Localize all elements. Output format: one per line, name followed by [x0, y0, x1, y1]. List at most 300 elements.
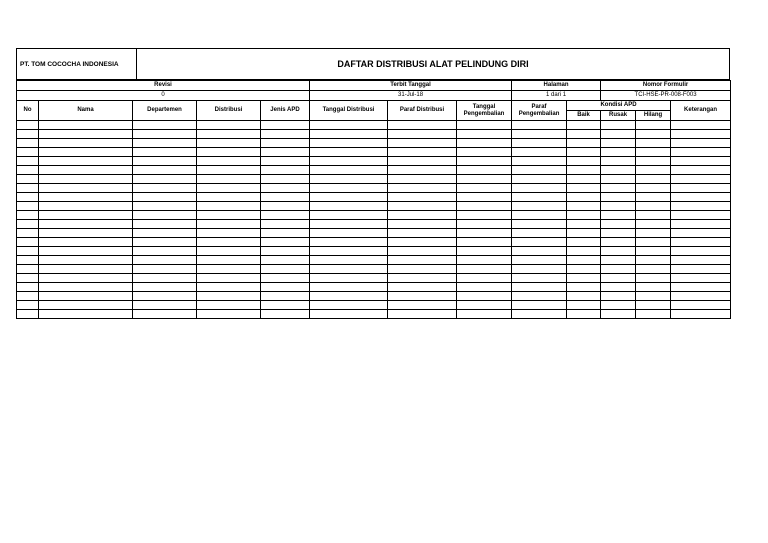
table-cell[interactable]: [567, 211, 601, 220]
table-cell[interactable]: [17, 292, 39, 301]
table-cell[interactable]: [601, 139, 636, 148]
table-cell[interactable]: [601, 202, 636, 211]
table-cell[interactable]: [133, 220, 197, 229]
table-cell[interactable]: [388, 184, 457, 193]
table-cell[interactable]: [261, 310, 310, 319]
table-cell[interactable]: [567, 247, 601, 256]
table-cell[interactable]: [457, 121, 512, 130]
table-cell[interactable]: [636, 229, 671, 238]
table-cell[interactable]: [261, 166, 310, 175]
table-cell[interactable]: [133, 121, 197, 130]
table-cell[interactable]: [601, 184, 636, 193]
table-cell[interactable]: [310, 247, 388, 256]
table-cell[interactable]: [601, 301, 636, 310]
table-cell[interactable]: [388, 283, 457, 292]
table-cell[interactable]: [636, 130, 671, 139]
table-cell[interactable]: [197, 229, 261, 238]
table-cell[interactable]: [567, 238, 601, 247]
table-cell[interactable]: [388, 301, 457, 310]
table-cell[interactable]: [567, 121, 601, 130]
table-cell[interactable]: [636, 301, 671, 310]
table-cell[interactable]: [197, 310, 261, 319]
table-cell[interactable]: [261, 157, 310, 166]
form-sheet: [16, 48, 730, 319]
table-cell[interactable]: [17, 283, 39, 292]
table-cell[interactable]: [601, 121, 636, 130]
table-cell[interactable]: [636, 247, 671, 256]
table-cell[interactable]: [512, 130, 567, 139]
table-cell[interactable]: [512, 148, 567, 157]
table-cell[interactable]: [388, 202, 457, 211]
table-cell[interactable]: [601, 130, 636, 139]
table-cell[interactable]: [636, 238, 671, 247]
table-cell[interactable]: [197, 139, 261, 148]
table-cell[interactable]: [512, 211, 567, 220]
table-cell[interactable]: [310, 256, 388, 265]
table-cell[interactable]: [567, 130, 601, 139]
table-cell[interactable]: [512, 166, 567, 175]
table-cell[interactable]: [567, 193, 601, 202]
table-cell[interactable]: [310, 274, 388, 283]
table-cell[interactable]: [567, 139, 601, 148]
table-cell[interactable]: [512, 229, 567, 238]
table-cell[interactable]: [512, 292, 567, 301]
table-cell[interactable]: [261, 283, 310, 292]
table-cell[interactable]: [197, 256, 261, 265]
table-cell[interactable]: [457, 130, 512, 139]
table-cell[interactable]: [17, 238, 39, 247]
table-cell[interactable]: [567, 229, 601, 238]
table-cell[interactable]: [671, 211, 731, 220]
table-cell[interactable]: [567, 157, 601, 166]
table-cell[interactable]: [388, 220, 457, 229]
table-cell[interactable]: [17, 274, 39, 283]
table-cell[interactable]: [261, 175, 310, 184]
table-cell[interactable]: [133, 193, 197, 202]
table-cell[interactable]: [457, 139, 512, 148]
table-cell[interactable]: [388, 121, 457, 130]
table-cell[interactable]: [457, 292, 512, 301]
table-cell[interactable]: [197, 292, 261, 301]
table-cell[interactable]: [133, 256, 197, 265]
table-cell[interactable]: [636, 310, 671, 319]
table-cell[interactable]: [17, 139, 39, 148]
table-cell[interactable]: [512, 175, 567, 184]
table-cell[interactable]: [388, 229, 457, 238]
table-cell[interactable]: [388, 211, 457, 220]
table-cell[interactable]: [457, 238, 512, 247]
table-cell[interactable]: [671, 166, 731, 175]
table-cell[interactable]: [197, 247, 261, 256]
table-cell[interactable]: [457, 247, 512, 256]
table-cell[interactable]: [261, 148, 310, 157]
table-cell[interactable]: [567, 202, 601, 211]
table-cell[interactable]: [636, 157, 671, 166]
table-cell[interactable]: [197, 283, 261, 292]
table-cell[interactable]: [636, 211, 671, 220]
table-cell[interactable]: [636, 184, 671, 193]
table-cell[interactable]: [567, 301, 601, 310]
table-cell[interactable]: [457, 157, 512, 166]
table-cell[interactable]: [197, 265, 261, 274]
table-cell[interactable]: [197, 301, 261, 310]
table-cell[interactable]: [567, 256, 601, 265]
table-cell[interactable]: [261, 238, 310, 247]
table-cell[interactable]: [39, 193, 133, 202]
table-cell[interactable]: [512, 256, 567, 265]
table-cell[interactable]: [512, 265, 567, 274]
table-cell[interactable]: [17, 247, 39, 256]
table-cell[interactable]: [133, 157, 197, 166]
table-cell[interactable]: [133, 310, 197, 319]
table-cell[interactable]: [457, 283, 512, 292]
table-cell[interactable]: [567, 175, 601, 184]
table-cell[interactable]: [310, 202, 388, 211]
table-cell[interactable]: [567, 184, 601, 193]
table-cell[interactable]: [671, 175, 731, 184]
table-cell[interactable]: [601, 238, 636, 247]
table-cell[interactable]: [39, 202, 133, 211]
table-cell[interactable]: [457, 166, 512, 175]
table-cell[interactable]: [671, 238, 731, 247]
table-cell[interactable]: [261, 139, 310, 148]
table-cell[interactable]: [197, 130, 261, 139]
table-cell[interactable]: [197, 148, 261, 157]
table-cell[interactable]: [39, 211, 133, 220]
table-cell[interactable]: [636, 148, 671, 157]
table-cell[interactable]: [39, 184, 133, 193]
table-cell[interactable]: [457, 265, 512, 274]
table-cell[interactable]: [601, 157, 636, 166]
table-cell[interactable]: [133, 247, 197, 256]
table-cell[interactable]: [636, 292, 671, 301]
table-cell[interactable]: [133, 238, 197, 247]
table-cell[interactable]: [457, 256, 512, 265]
table-cell[interactable]: [512, 220, 567, 229]
table-cell[interactable]: [601, 283, 636, 292]
table-cell[interactable]: [133, 283, 197, 292]
table-cell[interactable]: [388, 292, 457, 301]
table-cell[interactable]: [512, 184, 567, 193]
table-cell[interactable]: [671, 274, 731, 283]
table-cell[interactable]: [601, 310, 636, 319]
table-cell[interactable]: [601, 256, 636, 265]
table-cell[interactable]: [17, 157, 39, 166]
table-cell[interactable]: [310, 229, 388, 238]
table-cell[interactable]: [133, 202, 197, 211]
table-cell[interactable]: [39, 283, 133, 292]
table-cell[interactable]: [39, 265, 133, 274]
table-cell[interactable]: [601, 193, 636, 202]
table-cell[interactable]: [197, 274, 261, 283]
table-cell[interactable]: [671, 265, 731, 274]
table-cell[interactable]: [457, 310, 512, 319]
table-cell[interactable]: [512, 202, 567, 211]
table-cell[interactable]: [512, 301, 567, 310]
table-cell[interactable]: [388, 148, 457, 157]
table-cell[interactable]: [601, 229, 636, 238]
table-cell[interactable]: [17, 166, 39, 175]
table-cell[interactable]: [261, 193, 310, 202]
table-cell[interactable]: [310, 193, 388, 202]
table-cell[interactable]: [39, 256, 133, 265]
table-cell[interactable]: [310, 121, 388, 130]
table-cell[interactable]: [601, 175, 636, 184]
table-cell[interactable]: [17, 202, 39, 211]
table-cell[interactable]: [512, 310, 567, 319]
table-cell[interactable]: [261, 220, 310, 229]
company-name: PT. TOM COCOCHA INDONESIA: [17, 49, 137, 79]
table-cell[interactable]: [388, 166, 457, 175]
table-cell[interactable]: [671, 139, 731, 148]
table-cell[interactable]: [601, 220, 636, 229]
table-cell[interactable]: [133, 175, 197, 184]
table-cell[interactable]: [636, 121, 671, 130]
table-cell[interactable]: [388, 274, 457, 283]
table-cell[interactable]: [261, 256, 310, 265]
table-cell[interactable]: [636, 202, 671, 211]
table-cell[interactable]: [512, 238, 567, 247]
table-cell[interactable]: [197, 202, 261, 211]
table-cell[interactable]: [671, 121, 731, 130]
table-cell[interactable]: [457, 274, 512, 283]
table-cell[interactable]: [512, 274, 567, 283]
table-cell[interactable]: [636, 193, 671, 202]
table-cell[interactable]: [197, 175, 261, 184]
table-cell[interactable]: [310, 157, 388, 166]
table-cell[interactable]: [17, 301, 39, 310]
table-cell[interactable]: [512, 247, 567, 256]
table-cell[interactable]: [636, 220, 671, 229]
table-cell[interactable]: [261, 247, 310, 256]
table-cell[interactable]: [197, 166, 261, 175]
table-row: [17, 310, 731, 319]
table-cell[interactable]: [601, 265, 636, 274]
table-cell[interactable]: [261, 211, 310, 220]
table-cell[interactable]: [261, 202, 310, 211]
table-cell[interactable]: [671, 193, 731, 202]
table-cell[interactable]: [17, 193, 39, 202]
table-cell[interactable]: [671, 292, 731, 301]
col-kondisi-apd: Kondisi APD: [567, 101, 671, 111]
table-cell[interactable]: [388, 310, 457, 319]
table-cell[interactable]: [457, 301, 512, 310]
table-cell[interactable]: [261, 121, 310, 130]
table-cell[interactable]: [133, 148, 197, 157]
table-cell[interactable]: [39, 310, 133, 319]
table-cell[interactable]: [457, 229, 512, 238]
table-cell[interactable]: [671, 220, 731, 229]
table-cell[interactable]: [671, 310, 731, 319]
table-cell[interactable]: [197, 193, 261, 202]
table-cell[interactable]: [457, 184, 512, 193]
table-cell[interactable]: [671, 148, 731, 157]
table-cell[interactable]: [133, 292, 197, 301]
table-cell[interactable]: [17, 256, 39, 265]
table-cell[interactable]: [133, 265, 197, 274]
table-cell[interactable]: [39, 292, 133, 301]
table-cell[interactable]: [133, 301, 197, 310]
table-cell[interactable]: [17, 130, 39, 139]
table-cell[interactable]: [671, 247, 731, 256]
table-cell[interactable]: [567, 148, 601, 157]
table-cell[interactable]: [133, 139, 197, 148]
table-cell[interactable]: [39, 166, 133, 175]
table-cell[interactable]: [17, 310, 39, 319]
table-cell[interactable]: [39, 229, 133, 238]
table-cell[interactable]: [310, 265, 388, 274]
table-cell[interactable]: [457, 211, 512, 220]
col-departemen: Departemen: [133, 101, 197, 121]
table-cell[interactable]: [197, 121, 261, 130]
table-cell[interactable]: [671, 229, 731, 238]
table-cell[interactable]: [39, 130, 133, 139]
table-cell[interactable]: [567, 310, 601, 319]
table-cell[interactable]: [133, 274, 197, 283]
table-cell[interactable]: [601, 274, 636, 283]
table-cell[interactable]: [512, 283, 567, 292]
table-cell[interactable]: [388, 193, 457, 202]
table-cell[interactable]: [133, 184, 197, 193]
table-cell[interactable]: [601, 211, 636, 220]
table-cell[interactable]: [39, 148, 133, 157]
table-cell[interactable]: [388, 238, 457, 247]
table-cell[interactable]: [17, 121, 39, 130]
table-cell[interactable]: [39, 175, 133, 184]
table-cell[interactable]: [310, 130, 388, 139]
table-cell[interactable]: [17, 175, 39, 184]
table-cell[interactable]: [39, 157, 133, 166]
table-cell[interactable]: [261, 301, 310, 310]
table-cell[interactable]: [133, 166, 197, 175]
table-cell[interactable]: [457, 220, 512, 229]
table-cell[interactable]: [671, 202, 731, 211]
table-cell[interactable]: [671, 130, 731, 139]
table-cell[interactable]: [601, 292, 636, 301]
table-cell[interactable]: [601, 247, 636, 256]
table-cell[interactable]: [261, 265, 310, 274]
table-cell[interactable]: [17, 265, 39, 274]
table-row: [17, 256, 731, 265]
table-cell[interactable]: [197, 238, 261, 247]
table-cell[interactable]: [512, 193, 567, 202]
table-cell[interactable]: [17, 211, 39, 220]
table-cell[interactable]: [261, 274, 310, 283]
table-cell[interactable]: [457, 202, 512, 211]
table-cell[interactable]: [388, 265, 457, 274]
table-cell[interactable]: [567, 265, 601, 274]
table-cell[interactable]: [310, 184, 388, 193]
table-cell[interactable]: [310, 211, 388, 220]
form-title: DAFTAR DISTRIBUSI ALAT PELINDUNG DIRI: [337, 59, 529, 69]
table-cell[interactable]: [197, 157, 261, 166]
table-cell[interactable]: [636, 265, 671, 274]
table-cell[interactable]: [261, 229, 310, 238]
table-row: [17, 184, 731, 193]
table-cell[interactable]: [17, 148, 39, 157]
col-tanggal-distribusi: Tanggal Distribusi: [310, 101, 388, 121]
table-cell[interactable]: [457, 148, 512, 157]
table-cell[interactable]: [310, 292, 388, 301]
table-cell[interactable]: [39, 274, 133, 283]
table-cell[interactable]: [512, 139, 567, 148]
table-cell[interactable]: [261, 292, 310, 301]
table-cell[interactable]: [388, 139, 457, 148]
table-cell[interactable]: [457, 175, 512, 184]
table-cell[interactable]: [512, 157, 567, 166]
table-cell[interactable]: [39, 220, 133, 229]
table-cell[interactable]: [197, 211, 261, 220]
table-cell[interactable]: [17, 229, 39, 238]
table-cell[interactable]: [636, 166, 671, 175]
table-row: [17, 274, 731, 283]
table-cell[interactable]: [388, 130, 457, 139]
form-header: [16, 48, 730, 80]
table-cell[interactable]: [310, 283, 388, 292]
table-cell[interactable]: [17, 220, 39, 229]
table-cell[interactable]: [671, 157, 731, 166]
table-cell[interactable]: [310, 139, 388, 148]
table-cell[interactable]: [512, 121, 567, 130]
table-cell[interactable]: [310, 301, 388, 310]
table-cell[interactable]: [310, 220, 388, 229]
table-cell[interactable]: [133, 229, 197, 238]
table-cell[interactable]: [39, 247, 133, 256]
table-cell[interactable]: [636, 139, 671, 148]
table-cell[interactable]: [310, 310, 388, 319]
table-cell[interactable]: [671, 283, 731, 292]
table-cell[interactable]: [671, 184, 731, 193]
table-cell[interactable]: [39, 238, 133, 247]
table-cell[interactable]: [310, 238, 388, 247]
table-cell[interactable]: [567, 166, 601, 175]
table-cell[interactable]: [39, 139, 133, 148]
table-cell[interactable]: [197, 220, 261, 229]
table-cell[interactable]: [133, 211, 197, 220]
table-cell[interactable]: [17, 184, 39, 193]
table-cell[interactable]: [310, 148, 388, 157]
table-cell[interactable]: [567, 274, 601, 283]
table-cell[interactable]: [671, 301, 731, 310]
table-cell[interactable]: [636, 274, 671, 283]
table-cell[interactable]: [567, 292, 601, 301]
table-cell[interactable]: [567, 220, 601, 229]
table-row: [17, 301, 731, 310]
table-cell[interactable]: [197, 184, 261, 193]
table-cell[interactable]: [388, 247, 457, 256]
table-cell[interactable]: [133, 130, 197, 139]
table-cell[interactable]: [310, 166, 388, 175]
table-cell[interactable]: [310, 175, 388, 184]
table-cell[interactable]: [388, 157, 457, 166]
table-cell[interactable]: [261, 184, 310, 193]
table-cell[interactable]: [636, 283, 671, 292]
table-cell[interactable]: [601, 148, 636, 157]
col-rusak: Rusak: [601, 111, 636, 121]
table-cell[interactable]: [601, 166, 636, 175]
table-cell[interactable]: [39, 301, 133, 310]
table-cell[interactable]: [388, 256, 457, 265]
table-cell[interactable]: [457, 193, 512, 202]
table-cell[interactable]: [636, 175, 671, 184]
table-cell[interactable]: [261, 130, 310, 139]
table-cell[interactable]: [567, 283, 601, 292]
table-cell[interactable]: [388, 175, 457, 184]
revisi-value: 0: [17, 91, 310, 101]
table-cell[interactable]: [39, 121, 133, 130]
table-cell[interactable]: [636, 256, 671, 265]
table-cell[interactable]: [671, 256, 731, 265]
